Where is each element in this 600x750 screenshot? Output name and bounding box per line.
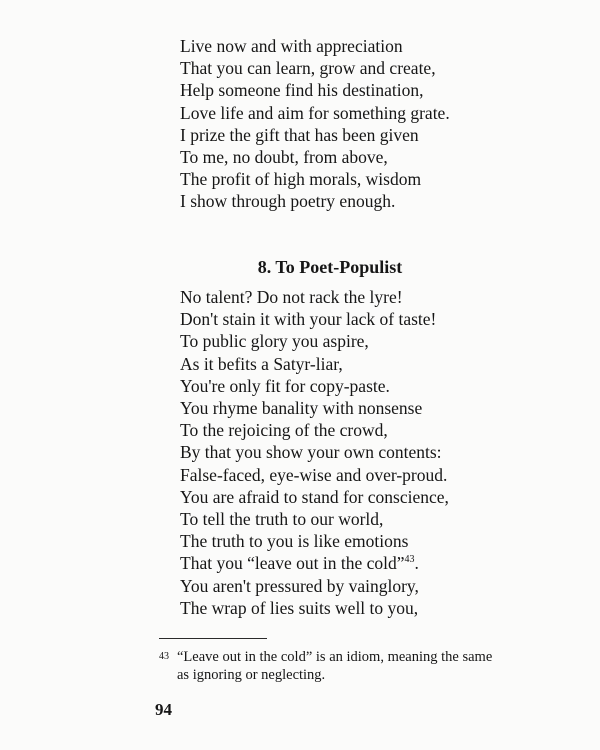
poem-stanza-2: [180, 286, 449, 619]
footnote-divider: [159, 638, 267, 639]
verse-line: I prize the gift that has been given: [180, 124, 419, 145]
verse-line: You aren't pressured by vainglory,: [180, 575, 419, 596]
verse-line: Don't stain it with your lack of taste!: [180, 309, 437, 330]
verse-line: You're only fit for copy-paste.: [180, 375, 390, 396]
verse-line: Love life and aim for something grate.: [180, 102, 450, 123]
verse-text: That you “leave out in the cold”: [180, 553, 405, 574]
verse-line: Live now and with appreciation: [180, 36, 403, 56]
poem-stanza-1: [180, 35, 450, 213]
page-number: 94: [155, 700, 172, 719]
verse-line: No talent? Do not rack the lyre!: [180, 287, 403, 307]
poem-title: 8. To Poet-Populist: [257, 257, 403, 277]
verse-line: False-faced, eye-wise and over-proud.: [180, 464, 448, 485]
footnote: [159, 648, 529, 684]
verse-line: As it befits a Satyr-liar,: [180, 353, 343, 374]
verse-line: The wrap of lies suits well to you,: [180, 597, 419, 618]
verse-line: You are afraid to stand for conscience,: [180, 486, 449, 507]
verse-line: The truth to you is like emotions: [180, 531, 409, 552]
verse-line: Help someone find his destination,: [180, 80, 424, 101]
footnote-number: 43: [159, 651, 169, 662]
verse-line: To tell the truth to our world,: [180, 509, 384, 530]
footnote-text-line-2: as ignoring or neglecting.: [177, 667, 326, 683]
verse-line: To the rejoicing of the crowd,: [180, 420, 388, 441]
verse-line-with-footnote: [180, 552, 449, 574]
verse-line: By that you show your own contents:: [180, 442, 442, 463]
verse-line: You rhyme banality with nonsense: [180, 398, 423, 419]
verse-line: The profit of high morals, wisdom: [180, 169, 422, 190]
verse-punctuation: .: [414, 553, 419, 574]
verse-line: To public glory you aspire,: [180, 331, 369, 352]
verse-line: That you can learn, grow and create,: [180, 58, 436, 79]
verse-line: To me, no doubt, from above,: [180, 147, 388, 168]
footnote-text-line-1: “Leave out in the cold” is an idiom, meaning the same: [177, 649, 493, 665]
verse-line: I show through poetry enough.: [180, 191, 396, 212]
footnote-reference[interactable]: 43: [404, 554, 415, 566]
